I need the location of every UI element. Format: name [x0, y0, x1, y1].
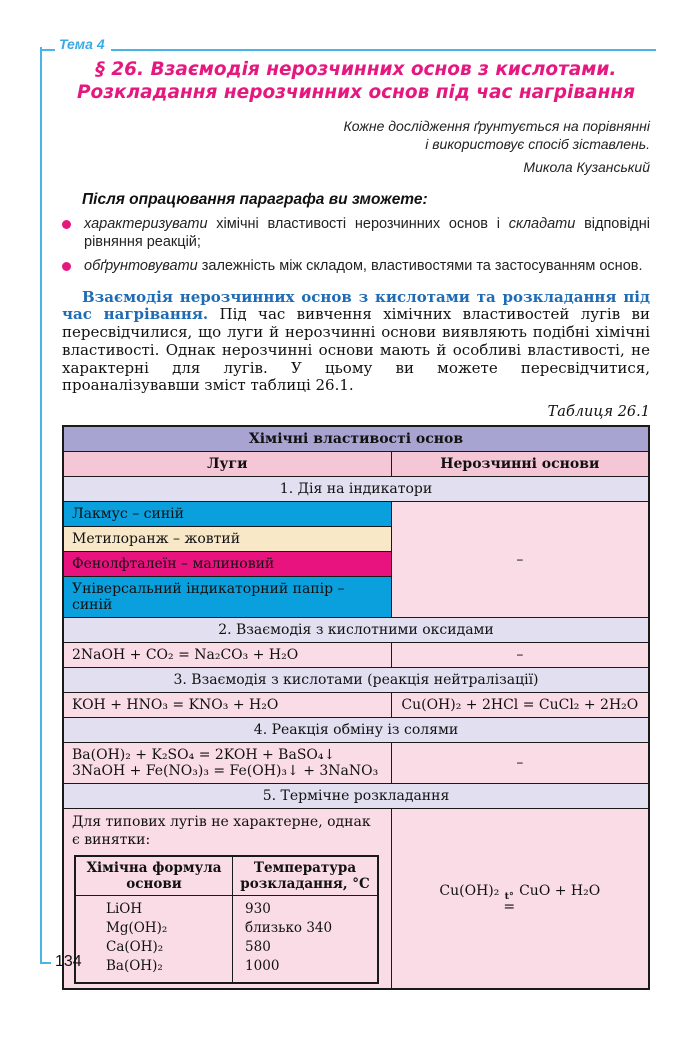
bullet-icon — [62, 220, 71, 229]
inner-temperature-column — [233, 896, 378, 984]
formula-lioh: LiOH — [106, 901, 143, 918]
inner-header-formula: Хімічна формула основи — [75, 856, 233, 896]
paragraph-title-line2: Розкладання нерозчинних основ під час нагрівання — [76, 82, 636, 103]
table-row — [63, 502, 649, 527]
inner-formula-column — [75, 896, 233, 984]
paragraph-title-line1: § 26. Взаємодія нерозчинних основ з кислотами. — [95, 59, 617, 80]
formula-mgoh2: Mg(OH)₂ — [106, 920, 168, 937]
table-row — [63, 743, 649, 784]
epigraph — [62, 117, 650, 153]
table-caption: Таблиця 26.1 — [547, 404, 650, 421]
decomposition-temperature-table — [74, 855, 379, 984]
temp-mgoh2: близько 340 — [245, 920, 333, 937]
thermal-insoluble-cell — [391, 809, 649, 990]
paragraph-lead: Взаємодія нерозчинних основ з кислотами та розкладання під час нагрівання. — [62, 287, 650, 324]
equation-salts-alkali — [63, 743, 391, 784]
paragraph-body: Під час вивчення хімічних властивостей лугів ви пересвідчилися, що луги й нерозчинні основи виявляють подібні хімічні властивості. Однак нерозчинні основи мають й особливі властивості, не характерні для лугів. У цьому ви можете пересвідчитися, проаналізувавши зміст таблиці 26.1. — [62, 305, 650, 395]
epigraph-line1: Кожне дослідження ґрунтується на порівнянні — [343, 118, 650, 134]
section-row-acid-oxides: 2. Взаємодія з кислотними оксидами — [63, 618, 649, 643]
equation-neutralization-insoluble: Cu(OH)₂ + 2HCl = CuCl₂ + 2H₂O — [391, 693, 649, 718]
section-row-thermal: 5. Термічне розкладання — [63, 784, 649, 809]
formula-caoh2: Ca(OH)₂ — [106, 939, 164, 956]
thermal-note: Для типових лугів не характерне, однак є винятки: — [72, 814, 371, 849]
objective-verb: характеризувати — [84, 216, 208, 232]
section-row-indicators: 1. Дія на індикатори — [63, 477, 649, 502]
theme-rule — [111, 49, 656, 51]
objectives-heading: Після опрацювання параграфа ви зможете: — [82, 191, 428, 208]
column-header-insoluble: Нерозчинні основи — [391, 452, 649, 477]
equation-neutralization-alkali: KOH + HNO₃ = KNO₃ + H₂O — [63, 693, 391, 718]
equation-acid-oxides-insoluble: – — [391, 643, 649, 668]
temperature-condition: t° — [504, 891, 514, 903]
objective-verb: обґрунтовувати — [84, 258, 198, 274]
inner-header-temperature: Температура розкладання, °С — [233, 856, 378, 896]
objectives-block — [62, 191, 650, 276]
table-row — [63, 643, 649, 668]
body-paragraph — [62, 289, 650, 396]
thermal-equation-condition — [503, 893, 515, 914]
table-row — [63, 809, 649, 990]
indicator-litmus: Лакмус – синій — [63, 502, 391, 527]
temp-caoh2: 580 — [245, 939, 271, 956]
thermal-alkali-cell — [63, 809, 391, 990]
thermal-equation-left: Cu(OH)₂ — [439, 883, 500, 900]
formula-baoh2: Ba(OH)₂ — [106, 958, 163, 975]
theme-label: Тема 4 — [59, 36, 105, 52]
page-number: 134 — [55, 953, 82, 970]
left-bracket-line — [40, 47, 42, 962]
page-number-block — [40, 953, 82, 971]
indicator-universal-paper: Універсальний індикаторний папір – синій — [63, 577, 391, 618]
paragraph-title — [62, 58, 650, 104]
properties-table — [62, 425, 650, 990]
equation-acid-oxides-alkali: 2NaOH + CO₂ = Na₂CO₃ + H₂O — [63, 643, 391, 668]
table-title: Хімічні властивості основ — [63, 426, 649, 452]
objective-text: хімічні властивості нерозчинних основ і — [207, 216, 509, 232]
section-row-acids: 3. Взаємодія з кислотами (реакція нейтралізації) — [63, 668, 649, 693]
temp-lioh: 930 — [245, 901, 271, 918]
pageno-bracket-stub — [40, 962, 51, 964]
table-row — [63, 693, 649, 718]
objective-text: залежність між складом, властивостями та застосуванням основ. — [197, 258, 643, 274]
objective-item — [62, 216, 650, 251]
epigraph-line2: і використовує спосіб зіставлень. — [425, 136, 650, 152]
objective-verb: складати — [508, 216, 576, 232]
page-content — [62, 54, 650, 990]
temp-baoh2: 1000 — [245, 958, 280, 975]
column-header-alkalis: Луги — [63, 452, 391, 477]
epigraph-author: Микола Кузанський — [523, 159, 650, 175]
equation-salts-insoluble: – — [391, 743, 649, 784]
objective-text: відповідні рівняння реакцій; — [84, 216, 650, 250]
equals-sign: = — [503, 899, 516, 916]
equation-salts-line1: Ba(OH)₂ + K₂SO₄ = 2KOH + BaSO₄↓ — [72, 747, 336, 764]
equation-salts-line2: 3NaOH + Fe(NO₃)₃ = Fe(OH)₃↓ + 3NaNO₃ — [72, 763, 379, 780]
section-row-salts: 4. Реакція обміну із солями — [63, 718, 649, 743]
thermal-equation-right: CuO + H₂O — [519, 883, 601, 900]
objective-item — [62, 258, 650, 276]
indicators-insoluble-cell: – — [391, 502, 649, 618]
indicator-phenolphthalein: Фенолфталеїн – малиновий — [63, 552, 391, 577]
bullet-icon — [62, 262, 71, 271]
theme-header — [40, 36, 656, 52]
theme-bracket-stub — [40, 49, 55, 51]
indicator-methyl-orange: Метилоранж – жовтий — [63, 527, 391, 552]
